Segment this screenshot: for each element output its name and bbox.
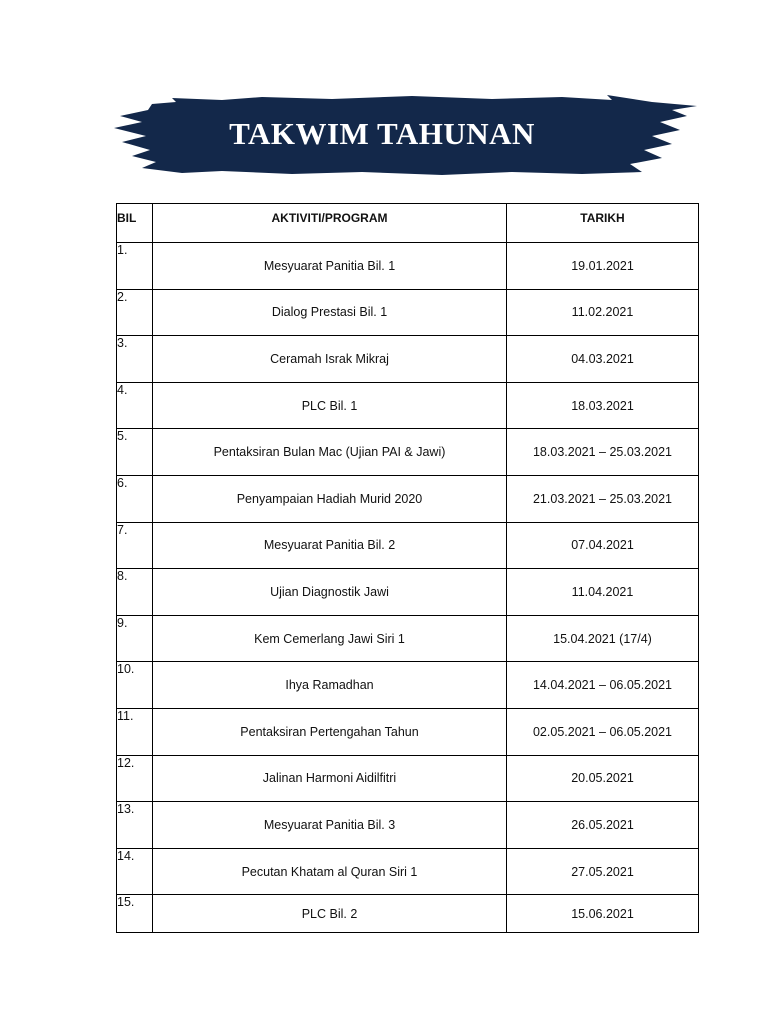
activity-cell: Mesyuarat Panitia Bil. 3 bbox=[153, 802, 507, 849]
table-row bbox=[117, 475, 699, 522]
date-cell: 15.04.2021 (17/4) bbox=[507, 615, 699, 662]
date-cell: 15.06.2021 bbox=[507, 895, 699, 933]
activity-cell: Pentaksiran Bulan Mac (Ujian PAI & Jawi) bbox=[153, 429, 507, 476]
activity-cell: Pentaksiran Pertengahan Tahun bbox=[153, 708, 507, 755]
table-row bbox=[117, 662, 699, 709]
activity-table bbox=[116, 203, 699, 933]
row-number: 11. bbox=[117, 708, 153, 755]
activity-cell: Mesyuarat Panitia Bil. 2 bbox=[153, 522, 507, 569]
table-row bbox=[117, 522, 699, 569]
activity-cell: Jalinan Harmoni Aidilfitri bbox=[153, 755, 507, 802]
date-cell: 21.03.2021 – 25.03.2021 bbox=[507, 475, 699, 522]
row-number: 1. bbox=[117, 243, 153, 290]
column-header-date: TARIKH bbox=[507, 204, 699, 243]
date-cell: 20.05.2021 bbox=[507, 755, 699, 802]
row-number: 10. bbox=[117, 662, 153, 709]
row-number: 8. bbox=[117, 569, 153, 616]
row-number: 6. bbox=[117, 475, 153, 522]
title-banner bbox=[112, 92, 702, 182]
table-row bbox=[117, 569, 699, 616]
column-header-activity: AKTIVITI/PROGRAM bbox=[153, 204, 507, 243]
table-row bbox=[117, 336, 699, 383]
row-number: 4. bbox=[117, 382, 153, 429]
date-cell: 14.04.2021 – 06.05.2021 bbox=[507, 662, 699, 709]
date-cell: 19.01.2021 bbox=[507, 243, 699, 290]
table-row bbox=[117, 615, 699, 662]
activity-cell: PLC Bil. 1 bbox=[153, 382, 507, 429]
date-cell: 18.03.2021 bbox=[507, 382, 699, 429]
row-number: 15. bbox=[117, 895, 153, 933]
table-row bbox=[117, 289, 699, 336]
date-cell: 11.04.2021 bbox=[507, 569, 699, 616]
activity-cell: Penyampaian Hadiah Murid 2020 bbox=[153, 475, 507, 522]
table-row bbox=[117, 243, 699, 290]
activity-cell: Ceramah Israk Mikraj bbox=[153, 336, 507, 383]
row-number: 7. bbox=[117, 522, 153, 569]
row-number: 12. bbox=[117, 755, 153, 802]
table-row bbox=[117, 895, 699, 933]
row-number: 3. bbox=[117, 336, 153, 383]
activity-cell: Kem Cemerlang Jawi Siri 1 bbox=[153, 615, 507, 662]
row-number: 9. bbox=[117, 615, 153, 662]
date-cell: 07.04.2021 bbox=[507, 522, 699, 569]
table-row bbox=[117, 382, 699, 429]
activity-cell: Mesyuarat Panitia Bil. 1 bbox=[153, 243, 507, 290]
date-cell: 26.05.2021 bbox=[507, 802, 699, 849]
table-row bbox=[117, 848, 699, 895]
activity-cell: Pecutan Khatam al Quran Siri 1 bbox=[153, 848, 507, 895]
date-cell: 02.05.2021 – 06.05.2021 bbox=[507, 708, 699, 755]
activity-cell: Ihya Ramadhan bbox=[153, 662, 507, 709]
row-number: 5. bbox=[117, 429, 153, 476]
table-row bbox=[117, 755, 699, 802]
row-number: 14. bbox=[117, 848, 153, 895]
row-number: 13. bbox=[117, 802, 153, 849]
page-title: TAKWIM TAHUNAN bbox=[229, 116, 535, 151]
date-cell: 11.02.2021 bbox=[507, 289, 699, 336]
date-cell: 27.05.2021 bbox=[507, 848, 699, 895]
date-cell: 18.03.2021 – 25.03.2021 bbox=[507, 429, 699, 476]
table-row bbox=[117, 429, 699, 476]
activity-cell: PLC Bil. 2 bbox=[153, 895, 507, 933]
table-row bbox=[117, 708, 699, 755]
table-row bbox=[117, 802, 699, 849]
column-header-bil: BIL bbox=[117, 204, 153, 243]
activity-cell: Dialog Prestasi Bil. 1 bbox=[153, 289, 507, 336]
table-header-row bbox=[117, 204, 699, 243]
date-cell: 04.03.2021 bbox=[507, 336, 699, 383]
row-number: 2. bbox=[117, 289, 153, 336]
activity-cell: Ujian Diagnostik Jawi bbox=[153, 569, 507, 616]
